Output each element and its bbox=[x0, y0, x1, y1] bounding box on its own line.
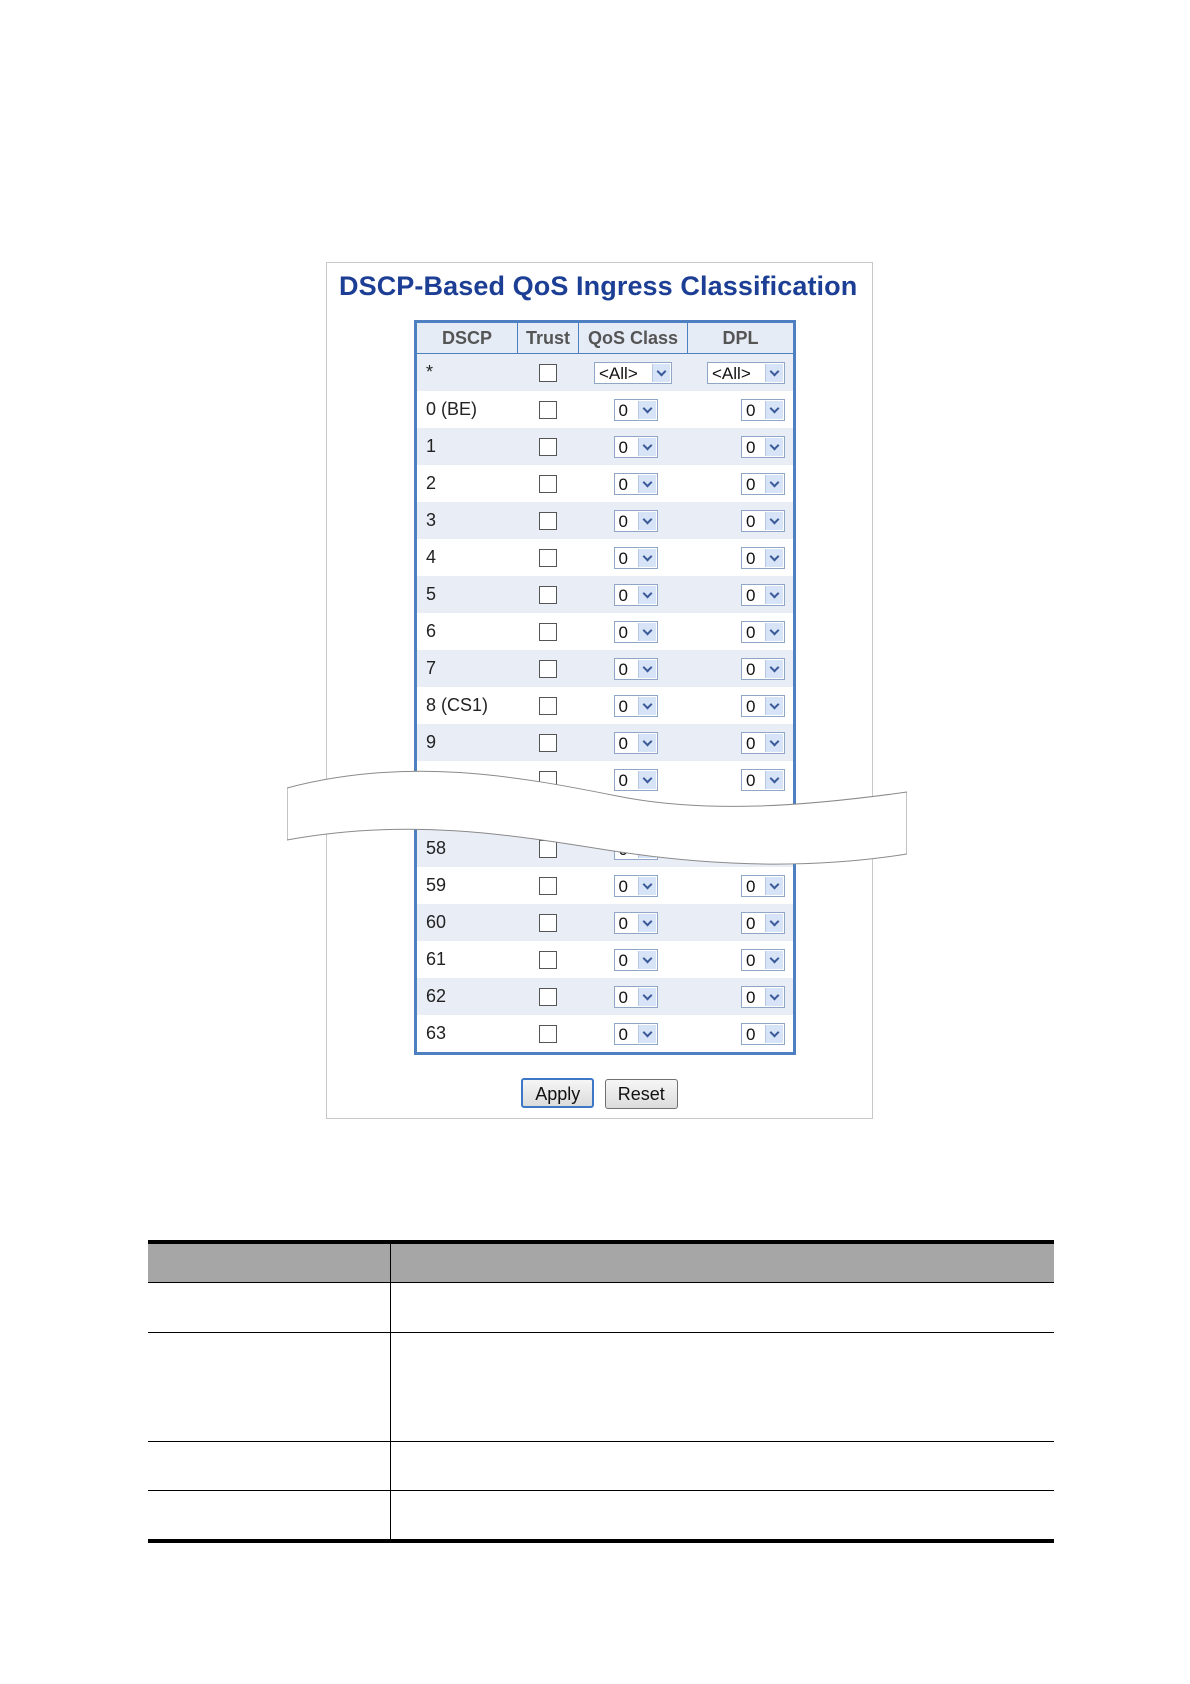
dpl-select-value: <All> bbox=[712, 363, 751, 383]
dscp-classification-table bbox=[414, 320, 796, 1055]
trust-checkbox[interactable] bbox=[539, 438, 557, 456]
trust-checkbox[interactable] bbox=[539, 877, 557, 895]
description-row bbox=[148, 1442, 1054, 1491]
qos-class-select-value: 0 bbox=[618, 696, 628, 716]
dscp-label: 5 bbox=[416, 576, 518, 613]
chevron-down-icon[interactable] bbox=[765, 1025, 783, 1043]
dscp-label: 4 bbox=[416, 539, 518, 576]
dscp-label: 9 bbox=[416, 724, 518, 761]
column-header-qos-class: QoS Class bbox=[579, 322, 688, 354]
table-row bbox=[416, 941, 795, 978]
dpl-select-value: 0 bbox=[746, 511, 756, 531]
chevron-down-icon[interactable] bbox=[638, 697, 656, 715]
trust-checkbox[interactable] bbox=[539, 914, 557, 932]
qos-class-select-all[interactable] bbox=[594, 362, 672, 384]
wildcard-row bbox=[416, 354, 795, 392]
chevron-down-icon[interactable] bbox=[765, 734, 783, 752]
dpl-select-value: 0 bbox=[746, 548, 756, 568]
chevron-down-icon[interactable] bbox=[638, 914, 656, 932]
qos-class-select-value: 0 bbox=[618, 585, 628, 605]
dpl-select-value: 0 bbox=[746, 622, 756, 642]
table-bottom-rule bbox=[148, 1539, 1054, 1543]
qos-class-select[interactable] bbox=[614, 1023, 658, 1045]
qos-class-select-value: 0 bbox=[618, 659, 628, 679]
trust-checkbox[interactable] bbox=[539, 1025, 557, 1043]
chevron-down-icon[interactable] bbox=[638, 877, 656, 895]
qos-class-select[interactable] bbox=[614, 510, 658, 532]
dpl-select-all[interactable] bbox=[707, 362, 785, 384]
qos-class-select-value: 0 bbox=[618, 548, 628, 568]
table-row bbox=[416, 978, 795, 1015]
dscp-label: 6 bbox=[416, 613, 518, 650]
trust-checkbox-all[interactable] bbox=[539, 364, 557, 382]
panel-title: DSCP-Based QoS Ingress Classification bbox=[339, 271, 858, 301]
chevron-down-icon[interactable] bbox=[638, 734, 656, 752]
dscp-label: 60 bbox=[416, 904, 518, 941]
dscp-label: 59 bbox=[416, 867, 518, 904]
table-row bbox=[416, 1015, 795, 1054]
chevron-down-icon[interactable] bbox=[638, 988, 656, 1006]
qos-class-select[interactable] bbox=[614, 473, 658, 495]
qos-class-select[interactable] bbox=[614, 695, 658, 717]
chevron-down-icon[interactable] bbox=[765, 697, 783, 715]
table-row bbox=[416, 904, 795, 941]
chevron-down-icon[interactable] bbox=[638, 1025, 656, 1043]
dpl-select-value: 0 bbox=[746, 913, 756, 933]
dpl-select[interactable] bbox=[741, 986, 785, 1008]
table-row bbox=[416, 650, 795, 687]
trust-checkbox[interactable] bbox=[539, 549, 557, 567]
qos-class-select-value: 0 bbox=[618, 770, 628, 790]
dpl-select-value: 0 bbox=[746, 437, 756, 457]
dpl-select-value: 0 bbox=[746, 987, 756, 1007]
dpl-select-value: 0 bbox=[746, 696, 756, 716]
dpl-select[interactable] bbox=[741, 510, 785, 532]
chevron-down-icon[interactable] bbox=[638, 549, 656, 567]
table-body bbox=[416, 354, 795, 1054]
table-row bbox=[416, 613, 795, 650]
qos-class-select-value: 0 bbox=[618, 511, 628, 531]
trust-checkbox[interactable] bbox=[539, 951, 557, 969]
apply-button[interactable]: Apply bbox=[521, 1078, 594, 1108]
chevron-down-icon[interactable] bbox=[638, 586, 656, 604]
dpl-select-value: 0 bbox=[746, 876, 756, 896]
dpl-select[interactable] bbox=[741, 399, 785, 421]
chevron-down-icon[interactable] bbox=[638, 475, 656, 493]
dpl-select[interactable] bbox=[741, 584, 785, 606]
table-row bbox=[416, 428, 795, 465]
qos-class-select[interactable] bbox=[614, 658, 658, 680]
table-row bbox=[416, 576, 795, 613]
qos-class-select-value: 0 bbox=[618, 733, 628, 753]
chevron-down-icon[interactable] bbox=[638, 660, 656, 678]
dscp-label: 2 bbox=[416, 465, 518, 502]
chevron-down-icon[interactable] bbox=[765, 401, 783, 419]
dscp-label: * bbox=[416, 354, 518, 392]
dpl-select[interactable] bbox=[741, 1023, 785, 1045]
dscp-label: 7 bbox=[416, 650, 518, 687]
qos-class-select[interactable] bbox=[614, 436, 658, 458]
qos-class-select-value: 0 bbox=[618, 1024, 628, 1044]
dscp-label: 63 bbox=[416, 1015, 518, 1054]
dpl-select[interactable] bbox=[741, 473, 785, 495]
dpl-select[interactable] bbox=[741, 949, 785, 971]
table-row bbox=[416, 391, 795, 428]
qos-class-select-value: 0 bbox=[618, 876, 628, 896]
chevron-down-icon[interactable] bbox=[765, 512, 783, 530]
description-row bbox=[148, 1333, 1054, 1442]
table-row bbox=[416, 724, 795, 761]
trust-checkbox[interactable] bbox=[539, 623, 557, 641]
button-row bbox=[327, 1078, 872, 1109]
dpl-select[interactable] bbox=[741, 875, 785, 897]
chevron-down-icon[interactable] bbox=[765, 475, 783, 493]
qos-class-select[interactable] bbox=[614, 399, 658, 421]
chevron-down-icon[interactable] bbox=[765, 364, 783, 382]
chevron-down-icon[interactable] bbox=[765, 988, 783, 1006]
description-row bbox=[148, 1283, 1054, 1333]
chevron-down-icon[interactable] bbox=[638, 623, 656, 641]
dscp-label: 61 bbox=[416, 941, 518, 978]
dpl-select-value: 0 bbox=[746, 585, 756, 605]
dscp-label: 1 bbox=[416, 428, 518, 465]
qos-class-select-value: 0 bbox=[618, 913, 628, 933]
column-header-dpl: DPL bbox=[688, 322, 795, 354]
dpl-select[interactable] bbox=[741, 621, 785, 643]
table-row bbox=[416, 502, 795, 539]
qos-class-select[interactable] bbox=[614, 621, 658, 643]
trust-checkbox[interactable] bbox=[539, 660, 557, 678]
qos-class-select-value: 0 bbox=[618, 474, 628, 494]
reset-button[interactable]: Reset bbox=[605, 1079, 678, 1109]
qos-class-select-value: 0 bbox=[618, 400, 628, 420]
qos-class-select[interactable] bbox=[614, 986, 658, 1008]
description-header-row bbox=[148, 1244, 1054, 1283]
dscp-label: 0 (BE) bbox=[416, 391, 518, 428]
qos-class-select[interactable] bbox=[614, 547, 658, 569]
dpl-select-value: 0 bbox=[746, 659, 756, 679]
column-header-dscp: DSCP bbox=[416, 322, 518, 354]
trust-checkbox[interactable] bbox=[539, 512, 557, 530]
dpl-select-value: 0 bbox=[746, 770, 756, 790]
dscp-label: 3 bbox=[416, 502, 518, 539]
qos-class-select-value: <All> bbox=[599, 363, 638, 383]
qos-class-select[interactable] bbox=[614, 732, 658, 754]
chevron-down-icon[interactable] bbox=[638, 401, 656, 419]
dscp-label: 58 bbox=[416, 830, 518, 867]
dpl-select-value: 0 bbox=[746, 1024, 756, 1044]
trust-checkbox[interactable] bbox=[539, 475, 557, 493]
chevron-down-icon[interactable] bbox=[765, 951, 783, 969]
qos-class-select-value: 0 bbox=[618, 950, 628, 970]
qos-class-select-value: 0 bbox=[618, 622, 628, 642]
dpl-select-value: 0 bbox=[746, 474, 756, 494]
qos-class-select[interactable] bbox=[614, 875, 658, 897]
dpl-select[interactable] bbox=[741, 912, 785, 934]
column-header-trust: Trust bbox=[518, 322, 579, 354]
chevron-down-icon[interactable] bbox=[638, 951, 656, 969]
table-header-row bbox=[416, 322, 795, 354]
table-break-graphic bbox=[287, 766, 907, 876]
screenshot-panel bbox=[326, 262, 873, 1119]
qos-class-select[interactable] bbox=[614, 912, 658, 934]
chevron-down-icon[interactable] bbox=[765, 660, 783, 678]
trust-checkbox[interactable] bbox=[539, 586, 557, 604]
trust-checkbox[interactable] bbox=[539, 988, 557, 1006]
table-row bbox=[416, 539, 795, 576]
qos-class-select[interactable] bbox=[614, 949, 658, 971]
dscp-label: 8 (CS1) bbox=[416, 687, 518, 724]
chevron-down-icon[interactable] bbox=[765, 438, 783, 456]
qos-class-select[interactable] bbox=[614, 584, 658, 606]
dscp-label: 62 bbox=[416, 978, 518, 1015]
dpl-select-value: 0 bbox=[746, 400, 756, 420]
chevron-down-icon[interactable] bbox=[765, 586, 783, 604]
chevron-down-icon[interactable] bbox=[765, 877, 783, 895]
chevron-down-icon[interactable] bbox=[652, 364, 670, 382]
table-row bbox=[416, 465, 795, 502]
table-row bbox=[416, 687, 795, 724]
chevron-down-icon[interactable] bbox=[765, 623, 783, 641]
chevron-down-icon[interactable] bbox=[638, 512, 656, 530]
chevron-down-icon[interactable] bbox=[765, 549, 783, 567]
chevron-down-icon[interactable] bbox=[765, 914, 783, 932]
dpl-select[interactable] bbox=[741, 436, 785, 458]
dpl-select-value: 0 bbox=[746, 950, 756, 970]
dpl-select[interactable] bbox=[741, 695, 785, 717]
dpl-select-value: 0 bbox=[746, 733, 756, 753]
trust-checkbox[interactable] bbox=[539, 401, 557, 419]
dpl-select[interactable] bbox=[741, 658, 785, 680]
qos-class-select-value: 0 bbox=[618, 987, 628, 1007]
dpl-select[interactable] bbox=[741, 547, 785, 569]
description-row bbox=[148, 1491, 1054, 1539]
chevron-down-icon[interactable] bbox=[638, 438, 656, 456]
trust-checkbox[interactable] bbox=[539, 697, 557, 715]
qos-class-select-value: 0 bbox=[618, 437, 628, 457]
dpl-select[interactable] bbox=[741, 732, 785, 754]
trust-checkbox[interactable] bbox=[539, 734, 557, 752]
